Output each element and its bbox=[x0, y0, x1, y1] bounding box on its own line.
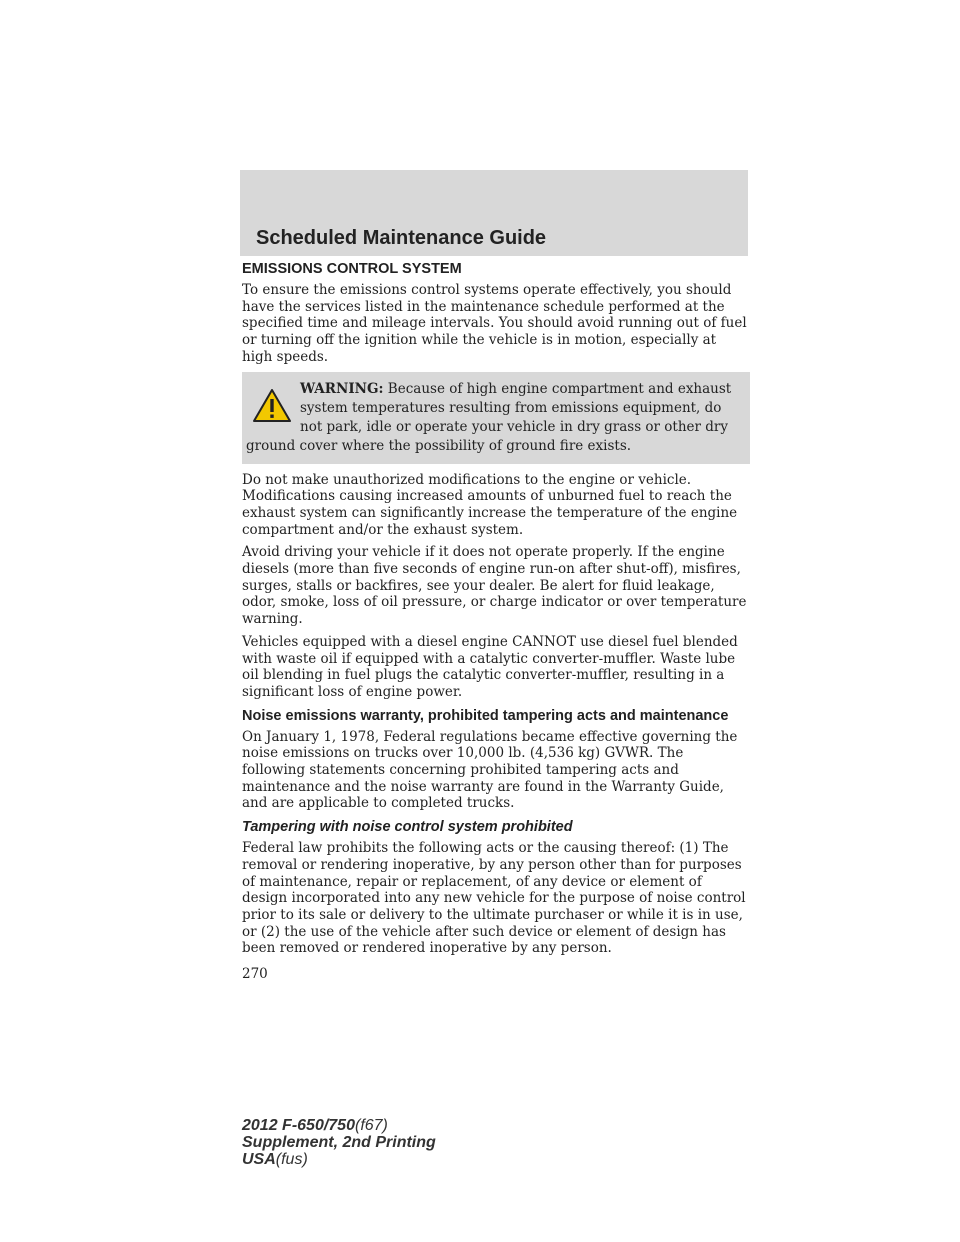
footer-model: 2012 F-650/750 bbox=[242, 1117, 355, 1134]
noise-warranty-text: On January 1, 1978, Federal regulations became effective governing the noise emissions on trucks over 10,000 lb. (4,536 kg) GVWR. The following statements concerning prohibited tampering acts and maintenance and the noise warranty are found in the Warranty Guide, and are applicable to completed trucks. bbox=[242, 728, 738, 812]
noise-warranty-heading: Noise emissions warranty, prohibited tampering acts and maintenance bbox=[242, 707, 729, 724]
footer-printing: Supplement, 2nd Printing bbox=[242, 1134, 436, 1151]
warning-title: WARNING: bbox=[300, 380, 384, 397]
tampering-text: Federal law prohibits the following acts or the causing thereof: (1) The removal or rendering inoperative, by any person other than for purposes of maintenance, repair or replacement, of any device or element of design incorporated into any new vehicle for the purpose of noise control prior to its sale or delivery to the ultimate purchaser or while it is in use, or (2) the use of the vehicle after such device or element of design has been removed or rendered inoperative by any person. bbox=[242, 840, 746, 957]
section-header-band bbox=[240, 170, 748, 256]
emissions-heading: EMISSIONS CONTROL SYSTEM bbox=[242, 261, 462, 277]
paragraph-modifications: Do not make unauthorized modifications to the engine or vehicle. Modifications causing increased amounts of unburned fuel to reach the exhaust system can significantly increase the temperature of the engine compartment and/or the exhaust system. bbox=[242, 471, 738, 538]
warning-box bbox=[242, 372, 750, 464]
footer-market-code: (fus) bbox=[275, 1151, 308, 1168]
paragraph-avoid-driving: Avoid driving your vehicle if it does not operate properly. If the engine diesels (more than five seconds of engine run-on after shut-off), misfires, surges, stalls or backfires, see your dealer. Be alert for fluid leakage, odor, smoke, loss of oil pressure, or charge indicator or over temperature warning. bbox=[242, 544, 747, 628]
paragraph-diesel-fuel: Vehicles equipped with a diesel engine CANNOT use diesel fuel blended with waste oil if equipped with a catalytic converter-muffler. Waste lube oil blending in fuel plugs the catalytic converter-muffler, resulting in a significant loss of engine power. bbox=[242, 633, 738, 700]
page-content bbox=[242, 260, 750, 963]
print-footer bbox=[242, 1117, 436, 1168]
section-header-title: Scheduled Maintenance Guide bbox=[256, 227, 547, 249]
footer-model-code: (f67) bbox=[354, 1117, 388, 1134]
footer-market: USA bbox=[242, 1151, 276, 1168]
warning-triangle-icon bbox=[252, 388, 292, 424]
page-number: 270 bbox=[242, 966, 268, 982]
warning-text: Because of high engine compartment and exhaust system temperatures resulting from emissions equipment, do not park, idle or operate your vehicle in dry grass or other dry ground cover where the possibility of ground fire exists. bbox=[246, 380, 732, 454]
emissions-intro: To ensure the emissions control systems operate effectively, you should have the services listed in the maintenance schedule performed at the specified time and mileage intervals. You should avoid running out of fuel or turning off the ignition while the vehicle is in motion, especially at high speeds. bbox=[242, 282, 747, 365]
tampering-heading: Tampering with noise control system prohibited bbox=[242, 819, 573, 836]
